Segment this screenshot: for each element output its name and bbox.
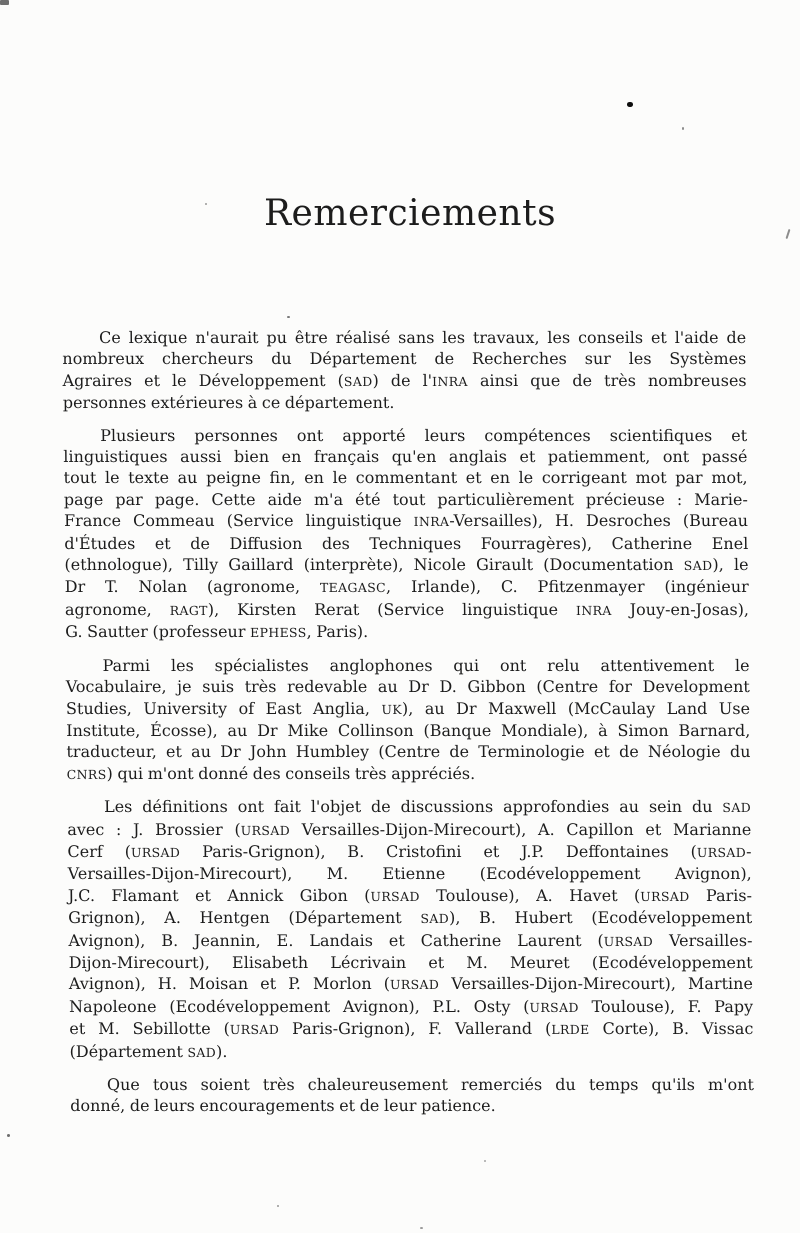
- text-line: Grignon), A. Hentgen (Département SAD), B. Hubert (Ecodéveloppement: [68, 908, 753, 928]
- text-line: Avignon), B. Jeannin, E. Landais et Catherine Laurent (URSAD Versailles-: [68, 930, 753, 950]
- text-line: d'Études et de Diffusion des Techniques Fourragères), Catherine Enel: [64, 533, 749, 553]
- text-line: CNRS) qui m'ont donné des conseils très appréciés.: [66, 763, 476, 783]
- acronym-smallcaps: URSAD: [696, 844, 747, 860]
- text-line: et M. Sebillotte (URSAD Paris-Grignon), F. Vallerand (LRDE Corte), B. Vissac: [69, 1019, 754, 1039]
- acronym-smallcaps: EPHESS: [249, 625, 307, 641]
- text-line: G. Sautter (professeur EPHESS, Paris).: [65, 622, 369, 642]
- acronym-smallcaps: UK: [381, 701, 403, 717]
- text-line: donné, de leurs encouragements et de leur patience.: [70, 1096, 496, 1116]
- text-line: tout le texte au peigne fin, en le commentant et en le corrigeant mot par mot,: [63, 468, 748, 488]
- acronym-smallcaps: URSAD: [370, 888, 420, 904]
- text-line: agronome, RAGT), Kirsten Rerat (Service linguistique INRA Jouy-en-Josas),: [64, 599, 750, 619]
- acronym-smallcaps: SAD: [187, 1044, 217, 1060]
- paragraph-ce-lexique: [62, 327, 747, 414]
- text-line: avec : J. Brossier (URSAD Versailles-Dijon-Mirecourt), A. Capillon et Marianne: [67, 819, 752, 839]
- text-line: page par page. Cette aide m'a été tout particulièrement précieuse : Marie-: [63, 489, 748, 509]
- text-line: Napoleone (Ecodéveloppement Avignon), P.L. Osty (URSAD Toulouse), F. Papy: [69, 996, 754, 1016]
- acronym-smallcaps: URSAD: [640, 888, 690, 904]
- text-line: Dr T. Nolan (agronome, TEAGASC, Irlande), C. Pfitzenmayer (ingénieur: [64, 577, 749, 597]
- text-line: Que tous soient très chaleureusement remerciés du temps qu'ils m'ont: [106, 1075, 755, 1094]
- acronym-smallcaps: RAGT: [169, 602, 208, 618]
- scan-speck: [287, 316, 290, 318]
- scan-speck: [277, 1205, 279, 1207]
- text-line: Ce lexique n'aurait pu être réalisé sans les travaux, les conseils et l'aide de: [99, 328, 747, 347]
- scan-speck: [627, 102, 633, 107]
- acronym-smallcaps: SAD: [343, 373, 373, 389]
- paragraph-les-definitions: [67, 796, 754, 1063]
- text-line: Dijon-Mirecourt), Elisabeth Lécrivain et M. Meuret (Ecodéveloppement: [68, 952, 753, 972]
- scan-speck: [205, 203, 207, 205]
- acronym-smallcaps: URSAD: [229, 1022, 280, 1038]
- acronym-smallcaps: TEAGASC: [319, 580, 387, 596]
- text-line: Cerf (URSAD Paris-Grignon), B. Cristofini et J.P. Deffontaines (URSAD-: [67, 841, 752, 861]
- acronym-smallcaps: SAD: [683, 558, 713, 574]
- text-line: Studies, University of East Anglia, UK), au Dr Maxwell (McCaulay Land Use: [65, 698, 751, 718]
- text-line: personnes extérieures à ce département.: [62, 393, 395, 413]
- paragraph-que-tous: [70, 1074, 754, 1117]
- text-line: Vocabulaire, je suis très redevable au Dr D. Gibbon (Centre for Development: [65, 677, 750, 697]
- paragraph-plusieurs: [63, 425, 749, 644]
- text-line: Plusieurs personnes ont apporté leurs compétences scientifiques et: [100, 425, 748, 445]
- text-line: (Département SAD).: [69, 1041, 228, 1061]
- scan-speck: [7, 1134, 10, 1137]
- text-line: Agraires et le Développement (SAD) de l'INRA ainsi que de très nombreuses: [62, 370, 747, 390]
- acronym-smallcaps: URSAD: [529, 999, 579, 1015]
- page-title: Remerciements: [263, 193, 557, 235]
- text-line: Institute, Écosse), au Dr Mike Collinson (Banque Mondiale), à Simon Barnard,: [66, 720, 751, 740]
- acronym-smallcaps: INRA: [413, 514, 450, 530]
- acronym-smallcaps: SAD: [420, 911, 450, 927]
- acronym-smallcaps: INRA: [575, 602, 612, 618]
- text-line: Avignon), H. Moisan et P. Morlon (URSAD Versailles-Dijon-Mirecourt), Martine: [68, 974, 753, 994]
- acronym-smallcaps: LRDE: [551, 1022, 590, 1038]
- text-line: (ethnologue), Tilly Gaillard (interprète), Nicole Girault (Documentation SAD), le: [64, 555, 749, 575]
- acronym-smallcaps: INRA: [432, 373, 468, 389]
- scan-speck: [484, 1160, 486, 1162]
- body-text: [62, 327, 754, 1117]
- text-line: traducteur, et au Dr John Humbley (Centre de Terminologie et de Néologie du: [66, 742, 751, 762]
- text-line: Les définitions ont fait l'objet de discussions approfondies au sein du SAD: [103, 797, 752, 817]
- text-line: nombreux chercheurs du Département de Recherches sur les Systèmes: [62, 349, 747, 369]
- text-line: Parmi les spécialistes anglophones qui ont relu attentivement le: [102, 655, 750, 675]
- scan-speck: [0, 0, 9, 5]
- acronym-smallcaps: CNRS: [66, 766, 107, 782]
- paragraph-parmi: [65, 655, 750, 785]
- text-line: France Commeau (Service linguistique INRA-Versailles), H. Desroches (Bureau: [63, 511, 749, 531]
- acronym-smallcaps: URSAD: [240, 822, 291, 838]
- acronym-smallcaps: URSAD: [130, 844, 181, 860]
- acronym-smallcaps: URSAD: [603, 933, 654, 949]
- acronym-smallcaps: SAD: [722, 800, 752, 816]
- scan-speck: [682, 127, 684, 130]
- text-line: linguistiques aussi bien en français qu'en anglais et patiemment, ont passé: [63, 447, 748, 467]
- scan-speck: [420, 1227, 423, 1229]
- text-line: Versailles-Dijon-Mirecourt), M. Etienne (Ecodéveloppement Avignon),: [67, 864, 752, 884]
- text-line: J.C. Flamant et Annick Gibon (URSAD Toulouse), A. Havet (URSAD Paris-: [67, 885, 753, 905]
- acronym-smallcaps: URSAD: [389, 977, 440, 993]
